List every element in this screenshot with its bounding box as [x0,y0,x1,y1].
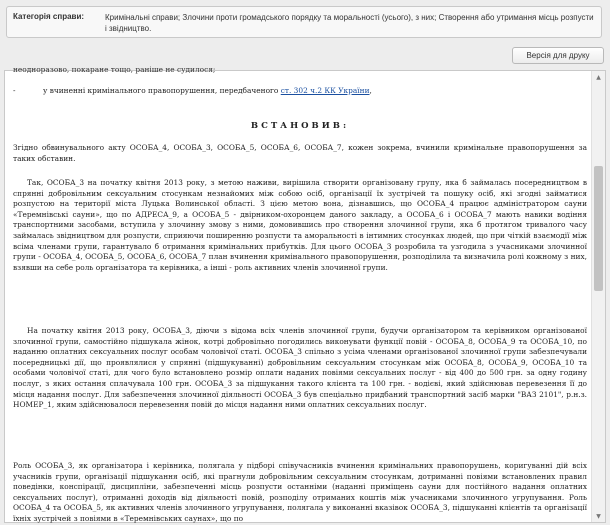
paragraph: Згідно обвинувального акту ОСОБА_4, ОСОБА_3, ОСОБА_5, ОСОБА_6, ОСОБА_7, кожен зокрема, вчинили кримінальне правопорушення за таких обставин. [13,143,587,163]
print-version-button[interactable]: Версія для друку [512,47,604,64]
bullet-text-body: у вчиненні кримінального правопорушення, передбаченого [43,86,279,95]
scroll-up-icon[interactable]: ▲ [596,73,601,81]
paragraph: Роль ОСОБА_3, як організатора і керівника, полягала у підборі співучасників вчинення кримінальних правопорушень, коригуванні дій всіх учасників групи, організації підшукання осіб, які прагнули добровільним сексуальним стосункам, дотриманні повіями встановлених правил поведінки, конспірації, дисципліни, забезпеченні місць розпусти останніми (наданні приміщень сауни для постійного надання оплатних сексуальних послуг), отриманні доходів від діяльності повій, розподілу отриманих коштів між учасниками злочинного угрупування. Роль ОСОБА_4 та ОСОБА_5, як активних членів злочинного угрупування, полягала у виконанні вказівок ОСОБА_3, підшуканні клієнтів та організації їхніх зустрічей з повіями в «Теремнівських саунах», що по [13,461,587,523]
bullet-text-tail: , [369,86,372,95]
paragraph: Так, ОСОБА_3 на початку квітня 2013 року, з метою наживи, вирішила створити організовану групу, яка б займалась посередництвом в спрянні добровільним сексуальним стосункам незнайомих між собою осіб, організації їх зустрічей та пошуку осіб, які згодні займатися розпустою на території міста Луцька Волинської області. З цією метою вона, дізнавшись, що ОСОБА_4 працює адміністратором сауни «Теремнівські сауни», що по АДРЕСА_9, а ОСОБА_5 - двірником-охоронцем даного закладу, а ОСОБА_6 і ОСОБА_7 мають навики водіння транспортними засобами, вступила у злочинну змову з ними, домовившись про створення злочинної групи, яка б протягом тривалого часу займалась звідництвом для розпусти, сприяючи поширенню розпусти та аморальності в інтимних стосунках людей, що при чіткій взаємодії між всіма членами групи, гарантувало б отримання кримінальних прибутків. Для цього ОСОБА_3 розробила та узгодила з учасниками злочинної групи - ОСОБА_4, ОСОБА_5, ОСОБА_6, ОСОБА_7 план вчинення кримінального правопорушення, розподілила та визначила ролі кожному з них, взявши на себе роль організатора та керівника, а інші - роль активних членів злочинної групи. [13,178,587,272]
case-category-label: Категорія справи: [13,12,85,21]
bullet-text [43,86,372,97]
document-frame [4,65,606,523]
scroll-down-icon[interactable]: ▼ [596,512,601,520]
clipped-text-line: неодноразово, покаране тощо, раніше не судилося; [13,65,216,74]
bullet-dash: - [13,86,16,95]
case-category-panel [6,6,602,38]
case-category-value: Кримінальні справи; Злочини проти громадського порядку та моральності (усього), з них; Створення або утримання місць розпусти і звідництво. [105,13,594,33]
law-article-link[interactable]: ст. 302 ч.2 КК України [280,86,370,95]
paragraph: На початку квітня 2013 року, ОСОБА_3, діючи з відома всіх членів злочинної групи, будучи організатором та керівником організованої злочинної групи, самостійно підшукала жінок, котрі добровільно погодились виконувати функції повій - ОСОБА_8, ОСОБА_9 та ОСОБА_10, по наданню оплатних сексуальних послуг особам чоловічої статі. ОСОБА_3 спільно з усіма членами організованої злочинної групи забезпечували посередницькі дії, що проявлялися у спрянні (підшукуванні) добровільним сексуальним стосункам між ОСОБА_8, ОСОБА_9, ОСОБА_10 та особами чоловічої статі, для чого було встановлено розмір оплати наданих повіями сексуальних послуг - від 400 до 500 грн. за одну годину послуг, з яких остання сплачувала 100 грн. ОСОБА_3 за підшукання такого клієнта та 100 грн. - водієві, який здійснював перевезення її до місця надання послуг. Для забезпечення злочинної діяльності ОСОБА_3 був спеціально придбаний транспортний засіб марки "ВАЗ 2101", р.н.з. НОМЕР_1, яким здійснювалося перевезення повій до місця надання ними оплатних сексуальних послуг. [13,326,587,410]
scrollbar-thumb[interactable] [594,166,603,291]
section-heading: ВСТАНОВИВ: [250,121,350,131]
vertical-scrollbar[interactable] [591,71,605,522]
